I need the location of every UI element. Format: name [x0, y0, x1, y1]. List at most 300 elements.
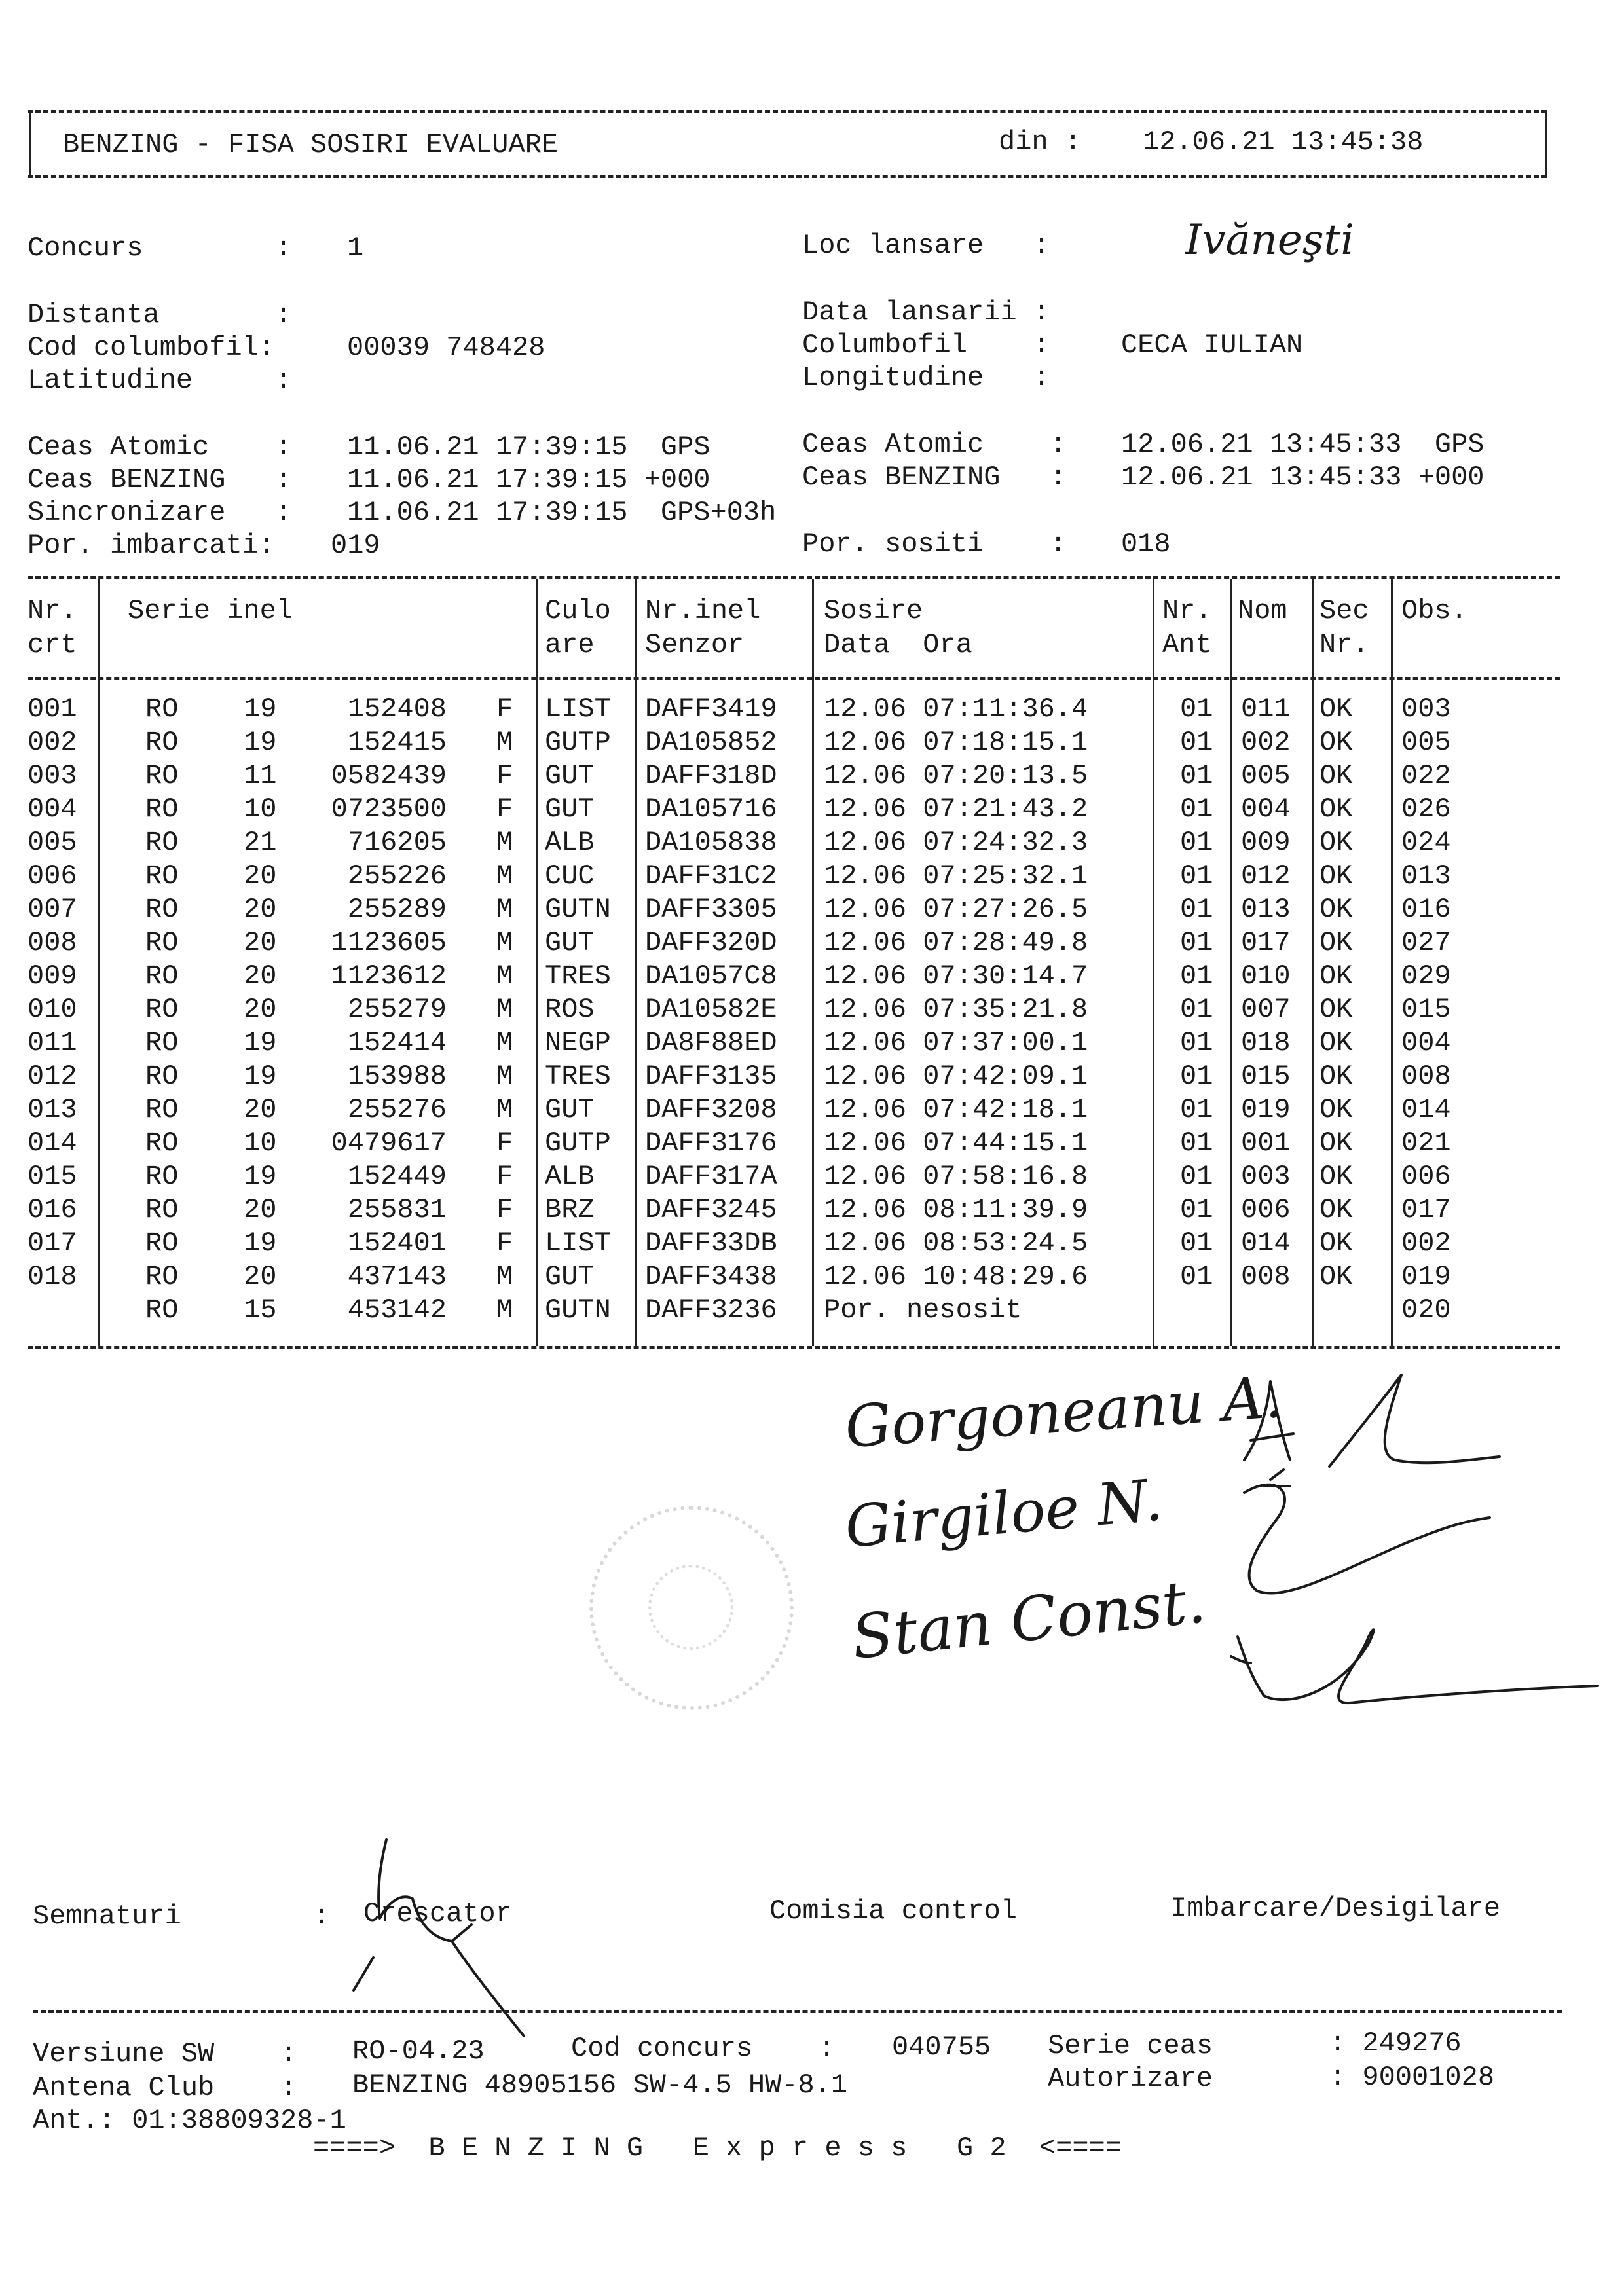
row-color: GUT [545, 760, 595, 792]
row-arrival: 12.06 07:28:49.8 [824, 927, 1088, 958]
row-ring-number: 255279 [347, 994, 447, 1025]
row-year: 11 [244, 760, 277, 792]
row-sensor-ring: DAFF3176 [645, 1127, 777, 1159]
row-nr-crt: 016 [28, 1194, 77, 1226]
row-sec-nr: OK [1320, 727, 1353, 758]
row-sec-nr: OK [1320, 1027, 1353, 1059]
sincronizare-value: 11.06.21 17:39:15 GPS+03h [347, 497, 777, 528]
row-arrival: 12.06 07:30:14.7 [824, 960, 1088, 992]
row-sensor-ring: DAFF33DB [645, 1228, 777, 1259]
row-nr-crt: 002 [28, 727, 77, 758]
row-sec-nr: OK [1320, 1061, 1353, 1092]
antena-club-label: Antena Club : [33, 2072, 297, 2104]
row-obs: 027 [1401, 927, 1451, 958]
row-year: 15 [244, 1294, 277, 1326]
row-sec-nr: OK [1320, 793, 1353, 825]
row-country: RO [145, 1194, 179, 1226]
row-sensor-ring: DAFF317A [645, 1161, 777, 1192]
row-country: RO [145, 1127, 179, 1159]
row-color: ALB [545, 827, 595, 858]
row-color: BRZ [545, 1194, 595, 1226]
columbofil-label: Columbofil : [802, 329, 1050, 361]
row-sec-nr: OK [1320, 927, 1353, 958]
row-obs: 026 [1401, 793, 1451, 825]
row-ring-number: 255276 [347, 1094, 447, 1125]
title-box-right-edge [1545, 111, 1547, 175]
por-imbarcati-value: 019 [331, 530, 380, 561]
row-year: 19 [244, 1228, 277, 1259]
left-clock-benzing-label: Ceas BENZING : [28, 464, 292, 496]
row-sensor-ring: DAFF318D [645, 760, 777, 792]
row-country: RO [145, 994, 179, 1025]
table-col-sep-4 [812, 579, 814, 1346]
por-sositi-label: Por. sositi : [802, 528, 1067, 560]
row-country: RO [145, 1061, 179, 1092]
row-sec-nr: OK [1320, 1094, 1353, 1125]
row-year: 20 [244, 894, 277, 925]
row-arrival: 12.06 08:11:39.9 [824, 1194, 1088, 1226]
row-antenna: 01 [1180, 1027, 1213, 1059]
th-sec: Sec [1320, 595, 1369, 627]
row-year: 21 [244, 827, 277, 858]
row-arrival: 12.06 07:37:00.1 [824, 1027, 1088, 1059]
row-antenna: 01 [1180, 894, 1213, 925]
title-box-bottom-rule [28, 175, 1547, 178]
row-nom: 005 [1241, 760, 1291, 792]
th-crt: crt [28, 629, 77, 661]
row-sex: F [496, 1127, 513, 1159]
row-sex: M [496, 1027, 513, 1059]
left-clock-atomic-label: Ceas Atomic : [28, 431, 292, 463]
row-country: RO [145, 693, 179, 725]
concurs-value: 1 [347, 232, 364, 264]
row-obs: 004 [1401, 1027, 1451, 1059]
th-nr-inel: Nr.inel [645, 595, 761, 627]
row-color: GUT [545, 1094, 595, 1125]
row-sensor-ring: DAFF3438 [645, 1261, 777, 1292]
row-arrival: 12.06 07:24:32.3 [824, 827, 1088, 858]
antena-club-value: BENZING 48905156 SW-4.5 HW-8.1 [352, 2069, 848, 2101]
row-obs: 020 [1401, 1294, 1451, 1326]
signature-2 [1218, 1467, 1493, 1611]
cod-concurs-label: Cod concurs : [571, 2033, 836, 2064]
longitudine-label: Longitudine : [802, 362, 1050, 393]
row-sex: M [496, 927, 513, 958]
row-arrival: 12.06 07:21:43.2 [824, 793, 1088, 825]
row-obs: 019 [1401, 1261, 1451, 1292]
right-clock-benzing-value: 12.06.21 13:45:33 +000 [1121, 462, 1485, 493]
row-year: 20 [244, 960, 277, 992]
row-obs: 006 [1401, 1161, 1451, 1192]
row-arrival: 12.06 07:58:16.8 [824, 1161, 1088, 1192]
row-country: RO [145, 894, 179, 925]
th-serie-inel: Serie inel [128, 595, 293, 627]
row-sensor-ring: DAFF3135 [645, 1061, 777, 1092]
row-obs: 024 [1401, 827, 1451, 858]
row-ring-number: 255226 [347, 860, 447, 892]
row-sec-nr: OK [1320, 1127, 1353, 1159]
row-arrival: 12.06 07:11:36.4 [824, 693, 1088, 725]
row-nom: 015 [1241, 1061, 1291, 1092]
row-sex: F [496, 1161, 513, 1192]
row-antenna: 01 [1180, 1094, 1213, 1125]
row-nr-crt: 003 [28, 760, 77, 792]
handwritten-name-1: Gorgoneanu A. [843, 1362, 1285, 1461]
row-year: 19 [244, 693, 277, 725]
por-sositi-value: 018 [1121, 528, 1171, 560]
table-header-rule [28, 677, 1560, 680]
row-sex: M [496, 860, 513, 892]
row-country: RO [145, 793, 179, 825]
row-year: 19 [244, 1061, 277, 1092]
row-sec-nr: OK [1320, 693, 1353, 725]
cod-columbofil-label: Cod columbofil: [28, 332, 276, 363]
row-arrival: Por. nesosit [824, 1294, 1022, 1326]
row-color: GUTN [545, 1294, 611, 1326]
right-clock-atomic-value: 12.06.21 13:45:33 GPS [1121, 429, 1485, 460]
row-nr-crt: 007 [28, 894, 77, 925]
row-country: RO [145, 1261, 179, 1292]
table-col-sep-5 [1153, 579, 1154, 1346]
row-sensor-ring: DA105852 [645, 727, 777, 758]
report-date-value: 12.06.21 13:45:38 [1143, 126, 1424, 158]
sincronizare-label: Sincronizare : [28, 497, 292, 528]
left-clock-benzing-value: 11.06.21 17:39:15 +000 [347, 464, 710, 496]
row-country: RO [145, 1294, 179, 1326]
right-clock-benzing-label: Ceas BENZING : [802, 462, 1067, 493]
row-arrival: 12.06 07:42:09.1 [824, 1061, 1088, 1092]
row-arrival: 12.06 07:20:13.5 [824, 760, 1088, 792]
row-sec-nr: OK [1320, 1261, 1353, 1292]
row-obs: 021 [1401, 1127, 1451, 1159]
row-nr-crt: 018 [28, 1261, 77, 1292]
row-year: 19 [244, 1161, 277, 1192]
row-sensor-ring: DAFF3305 [645, 894, 777, 925]
row-obs: 005 [1401, 727, 1451, 758]
row-sec-nr: OK [1320, 760, 1353, 792]
row-antenna: 01 [1180, 1127, 1213, 1159]
row-sensor-ring: DAFF3419 [645, 693, 777, 725]
row-sex: M [496, 1094, 513, 1125]
row-sec-nr: OK [1320, 827, 1353, 858]
row-nom: 006 [1241, 1194, 1291, 1226]
row-color: GUT [545, 927, 595, 958]
row-sensor-ring: DA105838 [645, 827, 777, 858]
por-imbarcati-label: Por. imbarcati: [28, 530, 276, 561]
distanta-label: Distanta : [28, 299, 292, 331]
row-nom: 018 [1241, 1027, 1291, 1059]
row-country: RO [145, 1027, 179, 1059]
row-year: 20 [244, 860, 277, 892]
faint-stamp-inner [648, 1565, 733, 1650]
row-sensor-ring: DAFF31C2 [645, 860, 777, 892]
row-ring-number: 0723500 [331, 793, 447, 825]
serie-ceas-value: : 249276 [1329, 2028, 1462, 2059]
row-nom: 011 [1241, 693, 1291, 725]
semnaturi-colon: : [313, 1901, 330, 1932]
row-sex: F [496, 693, 513, 725]
table-col-sep-8 [1391, 579, 1393, 1346]
row-nom: 019 [1241, 1094, 1291, 1125]
row-nr-crt: 017 [28, 1228, 77, 1259]
row-arrival: 12.06 07:44:15.1 [824, 1127, 1088, 1159]
row-country: RO [145, 1161, 179, 1192]
row-color: GUT [545, 793, 595, 825]
crescator-label: Crescator [363, 1898, 512, 1929]
row-nr-crt: 011 [28, 1027, 77, 1059]
row-antenna: 01 [1180, 1261, 1213, 1292]
row-nom: 008 [1241, 1261, 1291, 1292]
versiune-sw-label: Versiune SW : [33, 2038, 297, 2069]
row-year: 20 [244, 1194, 277, 1226]
row-color: GUT [545, 1261, 595, 1292]
cod-columbofil-value: 00039 748428 [347, 332, 545, 363]
benzing-express-brand: ====> B E N Z I N G E x p r e s s G 2 <==== [313, 2132, 1122, 2164]
row-sensor-ring: DA8F88ED [645, 1027, 777, 1059]
row-nr-crt: 004 [28, 793, 77, 825]
row-nr-crt: 005 [28, 827, 77, 858]
row-color: NEGP [545, 1027, 611, 1059]
row-sec-nr: OK [1320, 894, 1353, 925]
row-country: RO [145, 760, 179, 792]
row-obs: 002 [1401, 1228, 1451, 1259]
row-nr-crt: 015 [28, 1161, 77, 1192]
imbarcare-desigilare-label: Imbarcare/Desigilare [1170, 1893, 1501, 1924]
row-ring-number: 453142 [347, 1294, 447, 1326]
left-clock-atomic-value: 11.06.21 17:39:15 GPS [347, 431, 710, 463]
row-sex: F [496, 1194, 513, 1226]
th-culo: Culo [545, 595, 611, 627]
th-nr-ant: Nr. [1162, 595, 1212, 627]
th-nom: Nom [1238, 595, 1287, 627]
row-nom: 010 [1241, 960, 1291, 992]
row-ring-number: 437143 [347, 1261, 447, 1292]
row-country: RO [145, 1094, 179, 1125]
row-antenna: 01 [1180, 1161, 1213, 1192]
row-sensor-ring: DA105716 [645, 793, 777, 825]
row-obs: 013 [1401, 860, 1451, 892]
row-nr-crt: 009 [28, 960, 77, 992]
row-sex: M [496, 960, 513, 992]
autorizare-label: Autorizare [1048, 2063, 1213, 2094]
row-ring-number: 152408 [347, 693, 447, 725]
row-arrival: 12.06 07:18:15.1 [824, 727, 1088, 758]
row-sex: M [496, 1061, 513, 1092]
row-sensor-ring: DAFF3236 [645, 1294, 777, 1326]
table-col-sep-2 [536, 579, 538, 1346]
row-ring-number: 152414 [347, 1027, 447, 1059]
row-color: GUTP [545, 727, 611, 758]
row-sec-nr: OK [1320, 1161, 1353, 1192]
row-sec-nr: OK [1320, 994, 1353, 1025]
row-ring-number: 152415 [347, 727, 447, 758]
table-col-sep-1 [98, 579, 100, 1346]
row-sensor-ring: DAFF3208 [645, 1094, 777, 1125]
th-nr: Nr. [28, 595, 77, 627]
row-sex: M [496, 827, 513, 858]
row-country: RO [145, 1228, 179, 1259]
row-sex: F [496, 1228, 513, 1259]
table-col-sep-6 [1230, 579, 1232, 1346]
versiune-sw-value: RO-04.23 [352, 2035, 485, 2067]
row-antenna: 01 [1180, 1194, 1213, 1226]
row-nom: 002 [1241, 727, 1291, 758]
row-year: 19 [244, 727, 277, 758]
row-arrival: 12.06 08:53:24.5 [824, 1228, 1088, 1259]
row-arrival: 12.06 07:42:18.1 [824, 1094, 1088, 1125]
columbofil-value: CECA IULIAN [1121, 329, 1303, 361]
row-nr-crt: 013 [28, 1094, 77, 1125]
signature-3 [1211, 1591, 1604, 1722]
row-nom: 014 [1241, 1228, 1291, 1259]
row-nom: 017 [1241, 927, 1291, 958]
row-year: 20 [244, 1094, 277, 1125]
row-year: 19 [244, 1027, 277, 1059]
row-antenna: 01 [1180, 927, 1213, 958]
row-sex: F [496, 760, 513, 792]
table-top-rule [28, 576, 1560, 579]
row-ring-number: 152401 [347, 1228, 447, 1259]
row-antenna: 01 [1180, 793, 1213, 825]
row-ring-number: 255289 [347, 894, 447, 925]
handwritten-name-2: Girgiloe N. [842, 1466, 1166, 1561]
row-obs: 017 [1401, 1194, 1451, 1226]
latitudine-label: Latitudine : [28, 365, 292, 396]
row-nr-crt: 012 [28, 1061, 77, 1092]
row-color: LIST [545, 693, 611, 725]
row-country: RO [145, 827, 179, 858]
row-arrival: 12.06 10:48:29.6 [824, 1261, 1088, 1292]
cod-concurs-value: 040755 [892, 2032, 991, 2063]
row-color: ROS [545, 994, 595, 1025]
row-antenna: 01 [1180, 827, 1213, 858]
row-nom: 009 [1241, 827, 1291, 858]
row-sensor-ring: DAFF320D [645, 927, 777, 958]
row-sex: M [496, 1294, 513, 1326]
row-ring-number: 0479617 [331, 1127, 447, 1159]
row-arrival: 12.06 07:25:32.1 [824, 860, 1088, 892]
row-sex: M [496, 1261, 513, 1292]
row-sensor-ring: DA10582E [645, 994, 777, 1025]
row-nr-crt: 001 [28, 693, 77, 725]
row-ring-number: 152449 [347, 1161, 447, 1192]
row-antenna: 01 [1180, 1228, 1213, 1259]
row-color: CUC [545, 860, 595, 892]
table-col-sep-7 [1312, 579, 1314, 1346]
row-nom: 012 [1241, 860, 1291, 892]
row-ring-number: 1123612 [331, 960, 447, 992]
comisia-control-label: Comisia control [769, 1895, 1018, 1927]
row-nr-crt: 014 [28, 1127, 77, 1159]
row-color: TRES [545, 1061, 611, 1092]
loc-lansare-label: Loc lansare : [802, 230, 1050, 261]
autorizare-value: : 90001028 [1329, 2062, 1495, 2093]
row-country: RO [145, 960, 179, 992]
right-clock-atomic-label: Ceas Atomic : [802, 429, 1067, 460]
row-sex: M [496, 994, 513, 1025]
row-antenna: 01 [1180, 1061, 1213, 1092]
title-box-left-edge [29, 111, 31, 175]
row-obs: 022 [1401, 760, 1451, 792]
row-ring-number: 153988 [347, 1061, 447, 1092]
row-arrival: 12.06 07:27:26.5 [824, 894, 1088, 925]
row-sec-nr: OK [1320, 860, 1353, 892]
row-color: ALB [545, 1161, 595, 1192]
row-country: RO [145, 727, 179, 758]
row-obs: 003 [1401, 693, 1451, 725]
row-year: 10 [244, 793, 277, 825]
semnaturi-label: Semnaturi [33, 1901, 181, 1932]
row-antenna: 01 [1180, 860, 1213, 892]
row-nr-crt: 010 [28, 994, 77, 1025]
row-nr-crt: 008 [28, 927, 77, 958]
row-antenna: 01 [1180, 994, 1213, 1025]
row-sex: M [496, 894, 513, 925]
row-sec-nr: OK [1320, 1194, 1353, 1226]
th-senzor: Senzor [645, 629, 745, 661]
report-date-label: din : [999, 126, 1082, 158]
table-col-sep-3 [635, 579, 637, 1346]
row-year: 20 [244, 927, 277, 958]
row-country: RO [145, 927, 179, 958]
row-antenna: 01 [1180, 760, 1213, 792]
row-antenna: 01 [1180, 727, 1213, 758]
serie-ceas-label: Serie ceas [1048, 2030, 1213, 2062]
row-sensor-ring: DAFF3245 [645, 1194, 777, 1226]
row-color: LIST [545, 1228, 611, 1259]
row-nom: 007 [1241, 994, 1291, 1025]
row-year: 20 [244, 1261, 277, 1292]
row-nom: 004 [1241, 793, 1291, 825]
row-year: 20 [244, 994, 277, 1025]
row-ring-number: 716205 [347, 827, 447, 858]
title-box-top-rule [28, 110, 1547, 113]
th-sec-nr: Nr. [1320, 629, 1369, 661]
row-obs: 008 [1401, 1061, 1451, 1092]
row-obs: 015 [1401, 994, 1451, 1025]
row-antenna: 01 [1180, 960, 1213, 992]
row-obs: 014 [1401, 1094, 1451, 1125]
row-year: 10 [244, 1127, 277, 1159]
row-obs: 029 [1401, 960, 1451, 992]
table-bottom-rule [28, 1346, 1560, 1349]
th-data-ora: Data Ora [824, 629, 972, 661]
data-lansarii-label: Data lansarii : [802, 297, 1050, 328]
th-sosire: Sosire [824, 595, 923, 627]
row-color: GUTN [545, 894, 611, 925]
row-sec-nr: OK [1320, 1228, 1353, 1259]
row-sensor-ring: DA1057C8 [645, 960, 777, 992]
th-ant: Ant [1162, 629, 1212, 661]
row-nom: 003 [1241, 1161, 1291, 1192]
row-color: TRES [545, 960, 611, 992]
report-title: BENZING - FISA SOSIRI EVALUARE [63, 129, 559, 160]
row-nom: 013 [1241, 894, 1291, 925]
th-obs: Obs. [1401, 595, 1467, 627]
concurs-label: Concurs : [28, 232, 292, 264]
row-ring-number: 1123605 [331, 927, 447, 958]
row-country: RO [145, 860, 179, 892]
antenna-id-line: Ant.: 01:38809328-1 [33, 2105, 346, 2136]
footer-rule [33, 2010, 1562, 2013]
th-are: are [545, 629, 595, 661]
row-color: GUTP [545, 1127, 611, 1159]
handwritten-name-3: Stan Const. [848, 1565, 1209, 1673]
row-nom: 001 [1241, 1127, 1291, 1159]
row-sex: M [496, 727, 513, 758]
loc-lansare-value-handwritten: Ivăneşti [1185, 216, 1354, 264]
row-obs: 016 [1401, 894, 1451, 925]
